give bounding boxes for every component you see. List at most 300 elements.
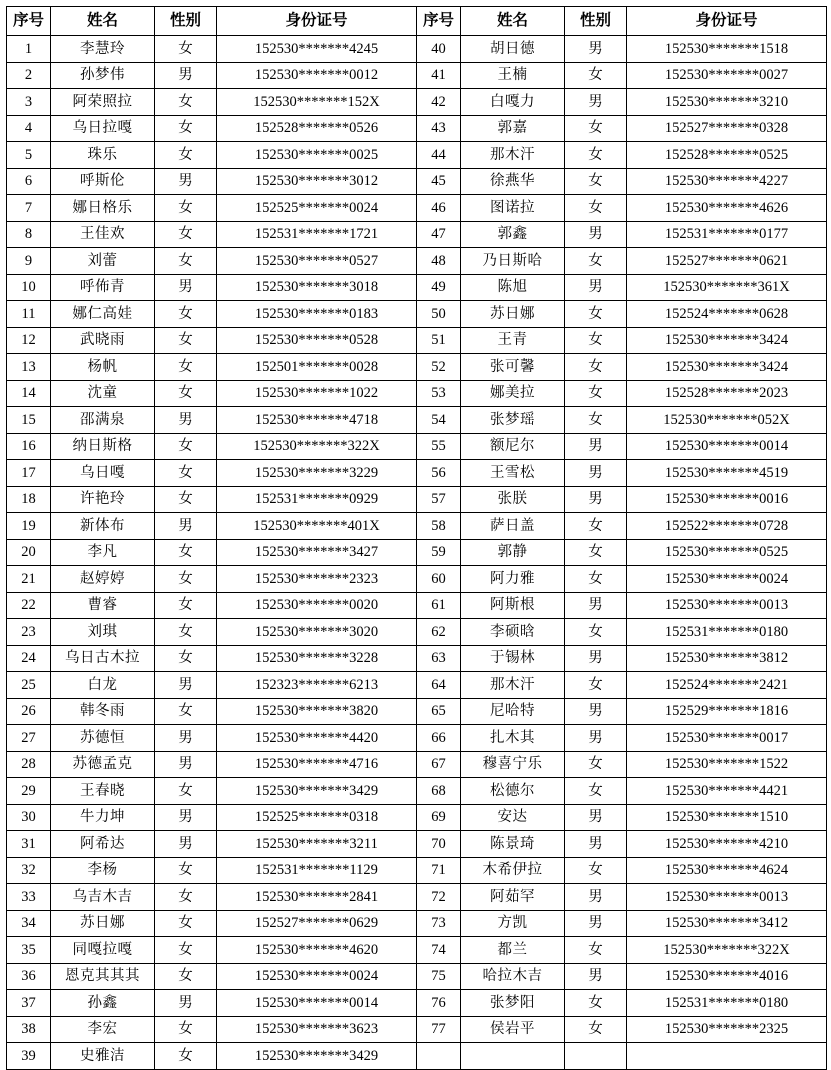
table-row: [7, 354, 827, 381]
cell-left-name: 呼佈青: [51, 274, 155, 301]
cell-right-sex: 男: [565, 645, 627, 672]
table-row: [7, 910, 827, 937]
cell-right-name: 张可馨: [461, 354, 565, 381]
cell-left-id: 152530*******0025: [217, 142, 417, 169]
cell-right-seq: 59: [417, 539, 461, 566]
header-id-right: 身份证号: [627, 7, 827, 36]
cell-right-seq: 73: [417, 910, 461, 937]
cell-left-id: 152323*******6213: [217, 672, 417, 699]
cell-right-name: 那木汗: [461, 672, 565, 699]
cell-right-id: 152528*******0525: [627, 142, 827, 169]
cell-right-sex: 男: [565, 725, 627, 752]
cell-right-id: 152530*******4624: [627, 857, 827, 884]
table-row: [7, 645, 827, 672]
header-name-right: 姓名: [461, 7, 565, 36]
cell-left-seq: 20: [7, 539, 51, 566]
cell-left-id: 152530*******3427: [217, 539, 417, 566]
cell-left-sex: 男: [155, 804, 217, 831]
cell-right-seq: 52: [417, 354, 461, 381]
cell-left-id: 152530*******0024: [217, 963, 417, 990]
cell-left-id: 152530*******0012: [217, 62, 417, 89]
cell-right-id: 152530*******052X: [627, 407, 827, 434]
header-seq-right: 序号: [417, 7, 461, 36]
cell-right-sex: 男: [565, 592, 627, 619]
cell-right-name: 穆喜宁乐: [461, 751, 565, 778]
cell-left-name: 邵满泉: [51, 407, 155, 434]
header-sex-left: 性别: [155, 7, 217, 36]
cell-left-seq: 4: [7, 115, 51, 142]
cell-right-sex: 男: [565, 36, 627, 63]
cell-left-sex: 女: [155, 619, 217, 646]
cell-left-name: 沈童: [51, 380, 155, 407]
cell-left-seq: 38: [7, 1016, 51, 1043]
cell-right-name: 王楠: [461, 62, 565, 89]
cell-right-seq: 77: [417, 1016, 461, 1043]
cell-left-id: 152501*******0028: [217, 354, 417, 381]
table-row: [7, 486, 827, 513]
cell-right-sex: 男: [565, 884, 627, 911]
cell-right-name: 王青: [461, 327, 565, 354]
table-row: [7, 433, 827, 460]
cell-right-sex: 男: [565, 460, 627, 487]
cell-right-seq: [417, 1043, 461, 1070]
cell-left-name: 曹睿: [51, 592, 155, 619]
cell-left-name: 乌日拉嘎: [51, 115, 155, 142]
cell-right-id: 152530*******0525: [627, 539, 827, 566]
cell-left-seq: 3: [7, 89, 51, 116]
cell-right-id: 152530*******0017: [627, 725, 827, 752]
cell-right-seq: 54: [417, 407, 461, 434]
table-row: [7, 407, 827, 434]
cell-left-sex: 女: [155, 645, 217, 672]
cell-right-id: 152530*******0027: [627, 62, 827, 89]
table-row: [7, 1043, 827, 1070]
cell-right-name: 额尼尔: [461, 433, 565, 460]
table-row: [7, 592, 827, 619]
table-row: [7, 513, 827, 540]
cell-right-name: 那木汗: [461, 142, 565, 169]
cell-left-seq: 21: [7, 566, 51, 593]
cell-right-id: 152531*******0180: [627, 990, 827, 1017]
cell-left-id: 152530*******3820: [217, 698, 417, 725]
cell-right-id: 152530*******3812: [627, 645, 827, 672]
cell-right-seq: 53: [417, 380, 461, 407]
cell-left-id: 152530*******3228: [217, 645, 417, 672]
cell-right-sex: 男: [565, 910, 627, 937]
cell-left-sex: 女: [155, 433, 217, 460]
cell-left-id: 152530*******1022: [217, 380, 417, 407]
cell-right-seq: 41: [417, 62, 461, 89]
cell-right-name: 方凯: [461, 910, 565, 937]
cell-right-sex: 女: [565, 1016, 627, 1043]
cell-left-id: 152528*******0526: [217, 115, 417, 142]
cell-right-sex: 女: [565, 672, 627, 699]
cell-right-sex: 男: [565, 433, 627, 460]
cell-right-seq: 58: [417, 513, 461, 540]
cell-left-sex: 男: [155, 274, 217, 301]
table-row: [7, 778, 827, 805]
header-id-left: 身份证号: [217, 7, 417, 36]
cell-right-name: 安达: [461, 804, 565, 831]
cell-right-name: 王雪松: [461, 460, 565, 487]
cell-right-sex: 男: [565, 486, 627, 513]
cell-right-seq: 61: [417, 592, 461, 619]
cell-left-seq: 7: [7, 195, 51, 222]
cell-left-sex: 女: [155, 115, 217, 142]
cell-left-id: 152530*******3012: [217, 168, 417, 195]
table-row: [7, 195, 827, 222]
cell-left-name: 珠乐: [51, 142, 155, 169]
cell-right-id: 152527*******0621: [627, 248, 827, 275]
cell-left-id: 152530*******3429: [217, 1043, 417, 1070]
cell-left-id: 152530*******4718: [217, 407, 417, 434]
cell-left-seq: 10: [7, 274, 51, 301]
cell-right-id: 152531*******0177: [627, 221, 827, 248]
cell-right-seq: 46: [417, 195, 461, 222]
cell-right-id: 152530*******0013: [627, 884, 827, 911]
cell-right-seq: 40: [417, 36, 461, 63]
cell-right-id: 152530*******3424: [627, 354, 827, 381]
cell-right-name: 木希伊拉: [461, 857, 565, 884]
table-row: [7, 963, 827, 990]
cell-right-name: 娜美拉: [461, 380, 565, 407]
cell-left-id: 152530*******152X: [217, 89, 417, 116]
cell-left-sex: 女: [155, 460, 217, 487]
table-row: [7, 380, 827, 407]
cell-left-seq: 29: [7, 778, 51, 805]
cell-left-sex: 女: [155, 89, 217, 116]
cell-left-name: 李宏: [51, 1016, 155, 1043]
cell-left-sex: 女: [155, 884, 217, 911]
table-row: [7, 566, 827, 593]
cell-left-seq: 13: [7, 354, 51, 381]
cell-right-seq: 75: [417, 963, 461, 990]
cell-left-seq: 33: [7, 884, 51, 911]
cell-left-seq: 14: [7, 380, 51, 407]
cell-left-sex: 女: [155, 910, 217, 937]
cell-left-id: 152530*******3429: [217, 778, 417, 805]
cell-right-seq: 55: [417, 433, 461, 460]
cell-right-sex: 男: [565, 963, 627, 990]
table-row: [7, 672, 827, 699]
table-row: [7, 301, 827, 328]
cell-right-sex: 女: [565, 168, 627, 195]
table-row: [7, 274, 827, 301]
cell-right-sex: 女: [565, 380, 627, 407]
cell-right-sex: 女: [565, 142, 627, 169]
table-row: [7, 990, 827, 1017]
cell-left-name: 阿希达: [51, 831, 155, 858]
cell-left-id: 152530*******0014: [217, 990, 417, 1017]
cell-left-id: 152530*******3020: [217, 619, 417, 646]
cell-right-name: [461, 1043, 565, 1070]
table-row: [7, 115, 827, 142]
cell-left-seq: 2: [7, 62, 51, 89]
cell-right-sex: 男: [565, 221, 627, 248]
cell-left-name: 史雅洁: [51, 1043, 155, 1070]
cell-left-seq: 16: [7, 433, 51, 460]
cell-left-name: 武晓雨: [51, 327, 155, 354]
cell-left-sex: 女: [155, 486, 217, 513]
table-row: [7, 619, 827, 646]
cell-left-seq: 9: [7, 248, 51, 275]
cell-left-seq: 12: [7, 327, 51, 354]
cell-right-seq: 72: [417, 884, 461, 911]
cell-left-name: 赵婷婷: [51, 566, 155, 593]
cell-left-name: 杨帆: [51, 354, 155, 381]
cell-right-sex: 女: [565, 248, 627, 275]
cell-left-name: 新体布: [51, 513, 155, 540]
cell-left-sex: 女: [155, 592, 217, 619]
cell-right-name: 郭静: [461, 539, 565, 566]
cell-left-id: 152530*******3229: [217, 460, 417, 487]
cell-right-name: 白嘎力: [461, 89, 565, 116]
cell-left-name: 李凡: [51, 539, 155, 566]
cell-left-name: 孙梦伟: [51, 62, 155, 89]
cell-left-sex: 女: [155, 380, 217, 407]
cell-left-sex: 男: [155, 990, 217, 1017]
table-row: [7, 539, 827, 566]
cell-right-id: 152530*******0013: [627, 592, 827, 619]
cell-right-sex: 女: [565, 115, 627, 142]
cell-left-name: 恩克其其其: [51, 963, 155, 990]
cell-left-seq: 26: [7, 698, 51, 725]
cell-left-id: 152530*******0528: [217, 327, 417, 354]
cell-left-id: 152530*******3623: [217, 1016, 417, 1043]
table-row: [7, 36, 827, 63]
cell-left-name: 白龙: [51, 672, 155, 699]
cell-right-name: 胡日德: [461, 36, 565, 63]
cell-right-sex: 女: [565, 354, 627, 381]
cell-right-sex: 女: [565, 513, 627, 540]
cell-right-id: 152530*******322X: [627, 937, 827, 964]
cell-right-sex: 女: [565, 990, 627, 1017]
cell-left-id: 152527*******0629: [217, 910, 417, 937]
cell-left-sex: 女: [155, 937, 217, 964]
table-row: [7, 62, 827, 89]
cell-left-seq: 35: [7, 937, 51, 964]
cell-right-sex: 女: [565, 301, 627, 328]
cell-right-sex: 男: [565, 89, 627, 116]
cell-left-sex: 女: [155, 1043, 217, 1070]
cell-right-seq: 45: [417, 168, 461, 195]
cell-left-seq: 1: [7, 36, 51, 63]
cell-left-id: 152531*******1721: [217, 221, 417, 248]
cell-left-seq: 11: [7, 301, 51, 328]
cell-left-sex: 男: [155, 831, 217, 858]
cell-right-name: 徐燕华: [461, 168, 565, 195]
cell-left-seq: 32: [7, 857, 51, 884]
cell-right-id: 152530*******0016: [627, 486, 827, 513]
cell-right-seq: 63: [417, 645, 461, 672]
cell-left-sex: 女: [155, 1016, 217, 1043]
table-row: [7, 831, 827, 858]
cell-left-seq: 22: [7, 592, 51, 619]
cell-left-name: 呼斯伦: [51, 168, 155, 195]
cell-right-name: 松德尔: [461, 778, 565, 805]
cell-left-sex: 男: [155, 751, 217, 778]
table-row: [7, 804, 827, 831]
cell-left-sex: 男: [155, 725, 217, 752]
cell-right-seq: 60: [417, 566, 461, 593]
cell-right-name: 扎木其: [461, 725, 565, 752]
cell-left-name: 孙鑫: [51, 990, 155, 1017]
cell-left-id: 152530*******0183: [217, 301, 417, 328]
cell-left-sex: 女: [155, 142, 217, 169]
cell-left-seq: 24: [7, 645, 51, 672]
cell-left-sex: 女: [155, 195, 217, 222]
cell-left-seq: 25: [7, 672, 51, 699]
cell-left-name: 牛力坤: [51, 804, 155, 831]
cell-right-id: [627, 1043, 827, 1070]
cell-left-name: 刘琪: [51, 619, 155, 646]
cell-right-sex: 女: [565, 407, 627, 434]
table-row: [7, 142, 827, 169]
cell-left-seq: 5: [7, 142, 51, 169]
cell-right-id: 152530*******4210: [627, 831, 827, 858]
cell-left-sex: 女: [155, 327, 217, 354]
cell-left-name: 许艳玲: [51, 486, 155, 513]
cell-right-sex: 女: [565, 751, 627, 778]
cell-right-name: 乃日斯哈: [461, 248, 565, 275]
cell-right-name: 苏日娜: [461, 301, 565, 328]
cell-left-seq: 30: [7, 804, 51, 831]
cell-right-name: 于锡林: [461, 645, 565, 672]
cell-left-name: 乌日古木拉: [51, 645, 155, 672]
cell-right-sex: 女: [565, 778, 627, 805]
cell-left-seq: 15: [7, 407, 51, 434]
cell-left-id: 152530*******4420: [217, 725, 417, 752]
cell-right-seq: 76: [417, 990, 461, 1017]
cell-right-seq: 67: [417, 751, 461, 778]
cell-left-id: 152530*******0527: [217, 248, 417, 275]
cell-right-id: 152524*******2421: [627, 672, 827, 699]
cell-right-id: 152522*******0728: [627, 513, 827, 540]
cell-left-id: 152530*******4245: [217, 36, 417, 63]
cell-right-name: 李硕晗: [461, 619, 565, 646]
cell-left-name: 乌日嘎: [51, 460, 155, 487]
cell-left-sex: 女: [155, 698, 217, 725]
cell-left-sex: 男: [155, 168, 217, 195]
cell-left-seq: 39: [7, 1043, 51, 1070]
cell-left-sex: 女: [155, 36, 217, 63]
cell-right-sex: 女: [565, 857, 627, 884]
table-row: [7, 327, 827, 354]
cell-left-sex: 女: [155, 963, 217, 990]
cell-left-seq: 18: [7, 486, 51, 513]
cell-right-id: 152530*******4227: [627, 168, 827, 195]
cell-left-sex: 女: [155, 539, 217, 566]
cell-right-id: 152530*******0024: [627, 566, 827, 593]
header-seq-left: 序号: [7, 7, 51, 36]
cell-left-seq: 23: [7, 619, 51, 646]
cell-right-seq: 74: [417, 937, 461, 964]
cell-right-sex: 男: [565, 831, 627, 858]
cell-right-id: 152530*******1522: [627, 751, 827, 778]
cell-right-name: 阿力雅: [461, 566, 565, 593]
cell-right-sex: 男: [565, 274, 627, 301]
cell-left-sex: 男: [155, 672, 217, 699]
cell-right-id: 152528*******2023: [627, 380, 827, 407]
table-row: [7, 1016, 827, 1043]
cell-left-id: 152525*******0318: [217, 804, 417, 831]
table-row: [7, 884, 827, 911]
cell-left-name: 苏日娜: [51, 910, 155, 937]
cell-right-seq: 62: [417, 619, 461, 646]
cell-right-id: 152530*******0014: [627, 433, 827, 460]
cell-right-name: 哈拉木吉: [461, 963, 565, 990]
cell-right-id: 152531*******0180: [627, 619, 827, 646]
cell-right-seq: 57: [417, 486, 461, 513]
cell-left-name: 李杨: [51, 857, 155, 884]
cell-left-id: 152525*******0024: [217, 195, 417, 222]
cell-right-name: 张梦阳: [461, 990, 565, 1017]
cell-right-name: 图诺拉: [461, 195, 565, 222]
cell-left-id: 152531*******0929: [217, 486, 417, 513]
cell-right-seq: 42: [417, 89, 461, 116]
cell-left-seq: 19: [7, 513, 51, 540]
cell-left-name: 王佳欢: [51, 221, 155, 248]
cell-right-name: 侯岩平: [461, 1016, 565, 1043]
cell-right-id: 152524*******0628: [627, 301, 827, 328]
roster-table: [6, 6, 827, 1070]
cell-left-id: 152530*******3018: [217, 274, 417, 301]
table-row: [7, 937, 827, 964]
cell-right-name: 陈旭: [461, 274, 565, 301]
cell-right-id: 152530*******3412: [627, 910, 827, 937]
cell-right-sex: [565, 1043, 627, 1070]
cell-right-name: 萨日盖: [461, 513, 565, 540]
roster-body: [7, 36, 827, 1070]
cell-right-sex: 女: [565, 62, 627, 89]
cell-left-id: 152531*******1129: [217, 857, 417, 884]
cell-left-name: 苏德孟克: [51, 751, 155, 778]
cell-right-seq: 56: [417, 460, 461, 487]
cell-left-name: 乌吉木吉: [51, 884, 155, 911]
cell-right-seq: 69: [417, 804, 461, 831]
cell-left-sex: 女: [155, 778, 217, 805]
cell-right-id: 152530*******4519: [627, 460, 827, 487]
cell-left-name: 苏德恒: [51, 725, 155, 752]
cell-right-name: 阿斯根: [461, 592, 565, 619]
cell-right-name: 都兰: [461, 937, 565, 964]
cell-right-id: 152530*******4421: [627, 778, 827, 805]
cell-right-id: 152530*******2325: [627, 1016, 827, 1043]
cell-right-name: 张朕: [461, 486, 565, 513]
cell-left-sex: 男: [155, 513, 217, 540]
cell-right-seq: 50: [417, 301, 461, 328]
table-row: [7, 221, 827, 248]
cell-right-seq: 48: [417, 248, 461, 275]
cell-right-seq: 44: [417, 142, 461, 169]
cell-left-name: 纳日斯格: [51, 433, 155, 460]
cell-left-id: 152530*******2323: [217, 566, 417, 593]
cell-right-id: 152530*******3424: [627, 327, 827, 354]
cell-right-id: 152530*******361X: [627, 274, 827, 301]
cell-right-seq: 64: [417, 672, 461, 699]
cell-right-seq: 49: [417, 274, 461, 301]
cell-right-name: 郭嘉: [461, 115, 565, 142]
header-name-left: 姓名: [51, 7, 155, 36]
cell-left-id: 152530*******3211: [217, 831, 417, 858]
cell-left-name: 娜日格乐: [51, 195, 155, 222]
cell-right-name: 郭鑫: [461, 221, 565, 248]
table-row: [7, 857, 827, 884]
cell-right-name: 陈景琦: [461, 831, 565, 858]
cell-right-id: 152530*******4016: [627, 963, 827, 990]
cell-right-seq: 51: [417, 327, 461, 354]
cell-right-sex: 女: [565, 195, 627, 222]
